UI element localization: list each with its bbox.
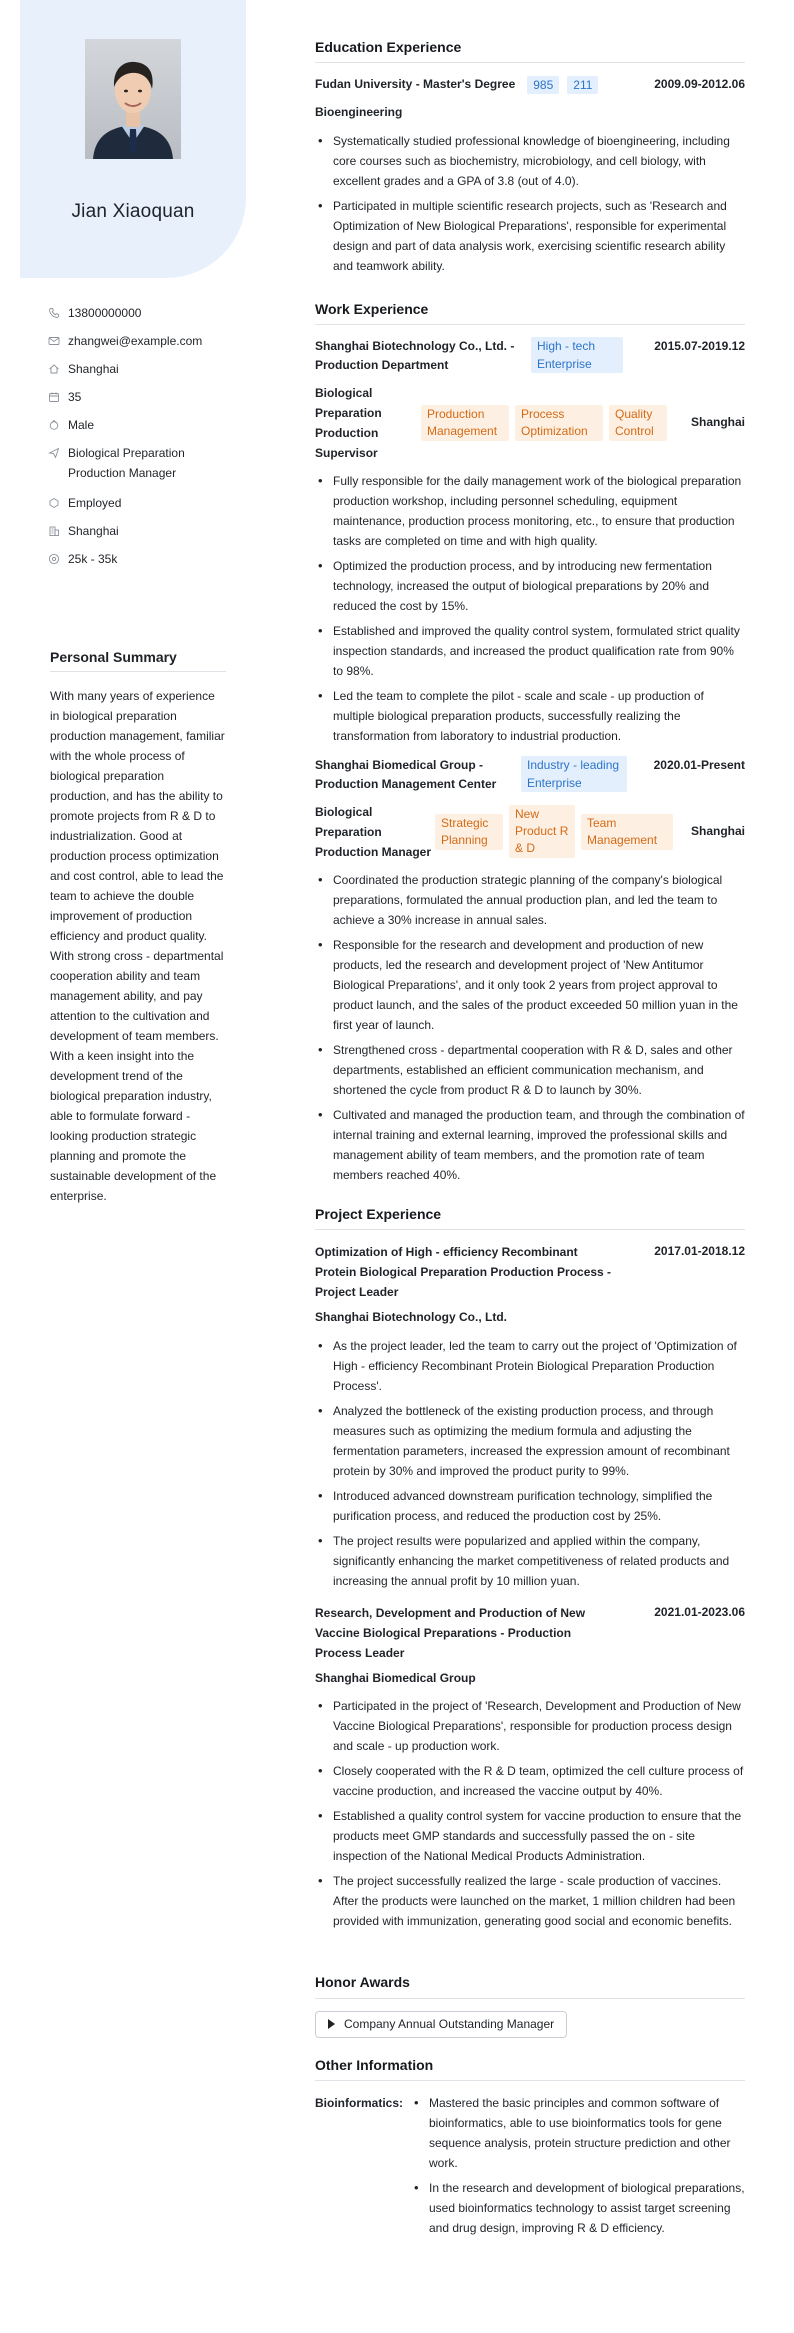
calendar-icon xyxy=(48,391,60,403)
list-item: • Systematically studied professional knowledge of bioengineering, including core courses such as biochemistry, microbiology, and cell biology, with excellent grades and a GPA of 3.8 (out of 4.0). xyxy=(315,131,745,191)
contact-text: Biological Preparation Production Manager xyxy=(68,446,185,480)
contact-text: 25k - 35k xyxy=(68,552,118,566)
list-item: • The project successfully realized the large - scale production of vaccines. After the products were launched on the market, 1 million children had been provided with immunization, generating good social and economic benefits. xyxy=(315,1871,745,1931)
project-name: Research, Development and Production of New Vaccine Biological Preparations - Production Process Leader xyxy=(315,1605,586,1660)
contact-age xyxy=(48,388,81,408)
job-role-row xyxy=(315,802,745,862)
contact-text: Shanghai xyxy=(68,524,119,538)
skill-tag: Production Management xyxy=(421,405,509,441)
education-date: 2009.09-2012.06 xyxy=(654,77,745,92)
education-title: Education Experience xyxy=(315,36,745,63)
other-label: Bioinformatics: xyxy=(315,2096,404,2111)
list-item: • Mastered the basic principles and common software of bioinformatics, able to use bioinformatics tools for gene sequence analysis, protein structure prediction and other work. xyxy=(411,2093,745,2173)
job-role: Biological Preparation Production Supervisor xyxy=(315,385,382,460)
project-title: Project Experience xyxy=(315,1203,745,1230)
gender-icon xyxy=(48,419,60,431)
list-item: • Strengthened cross - departmental cooperation with R & D, sales and other departments, established an efficient communication mechanism, and shortened the cycle from product R & D to launch by 30%. xyxy=(315,1040,745,1100)
project-name: Optimization of High - efficiency Recombinant Protein Biological Preparation Production Process - Project Leader xyxy=(315,1244,612,1299)
project-bullets xyxy=(315,1696,745,1931)
list-item: • Introduced advanced downstream purification technology, simplified the purification process, and reduced the production cost by 25%. xyxy=(315,1486,745,1526)
industry-tag: Industry - leading Enterprise xyxy=(521,756,627,792)
project-date: 2017.01-2018.12 xyxy=(654,1243,745,1258)
list-item: • Participated in the project of 'Research, Development and Production of New Vaccine Biological Preparations', responsible for production process design and scale - up production work. xyxy=(315,1696,745,1756)
list-item: • The project results were popularized and applied within the company, significantly enhancing the market competitiveness of related products and increasing the annual profit by 10 million yuan. xyxy=(315,1531,745,1591)
school-tag: 211 xyxy=(567,76,598,94)
contact-salary xyxy=(48,550,117,570)
skill-tag: Quality Control xyxy=(609,405,667,441)
list-item: • Fully responsible for the daily management work of the biological preparation production workshop, including personnel scheduling, equipment maintenance, production process monitoring, etc., to ensure that production tasks are completed on time and with high quality. xyxy=(315,471,745,551)
job-header xyxy=(315,756,745,794)
education-header xyxy=(315,75,745,95)
list-item: • Closely cooperated with the R & D team, optimized the cell culture process of vaccine production, and increased the vaccine output by 40%. xyxy=(315,1761,745,1801)
list-item: • Responsible for the research and development and production of new products, led the research and development project of 'New Antitumor Biological Preparations', and it only took 2 years from project approval to product launch, and the sales of the product exceeded 50 million yuan in the first year of launch. xyxy=(315,935,745,1035)
contact-email xyxy=(48,332,202,352)
list-item: • Established and improved the quality control system, formulated strict quality inspection standards, and increased the product qualification rate from 90% to 98%. xyxy=(315,621,745,681)
project-entry xyxy=(315,1603,745,1932)
personal-summary xyxy=(50,646,226,1206)
company-name: Shanghai Biotechnology Co., Ltd. - Production Department xyxy=(315,338,515,372)
job-city: Shanghai xyxy=(690,414,745,429)
company-name: Shanghai Biomedical Group - Production Management Center xyxy=(315,757,497,791)
education-section xyxy=(315,36,745,276)
home-icon xyxy=(48,363,60,375)
summary-text: With many years of experience in biological preparation production management, familiar with the whole process of biological preparation production, and has the ability to promote projects from R & D to industrialization. Good at production process optimization and cost control, able to lead the team to achieve the double improvement of production efficiency and product quality. With strong cross - departmental cooperation ability and team management ability, and pay attention to the cultivation and development of team members. With a keen insight into the development trend of the biological preparation industry, able to formulate forward - looking production strategic planning and promote the sustainable development of the enterprise. xyxy=(50,689,225,1204)
other-section xyxy=(315,2054,745,2243)
other-bullets xyxy=(411,2093,745,2243)
list-item: • Coordinated the production strategic planning of the company's biological preparations, formulated the annual production plan, and led the team to achieve a 30% increase in annual sales. xyxy=(315,870,745,930)
major: Bioengineering xyxy=(315,104,403,119)
building-icon xyxy=(48,525,60,537)
job-date: 2020.01-Present xyxy=(653,757,745,772)
project-date: 2021.01-2023.06 xyxy=(654,1604,745,1619)
contact-location xyxy=(48,360,119,380)
project-header xyxy=(315,1242,745,1302)
contact-gender xyxy=(48,416,94,436)
honor-item-toggle[interactable] xyxy=(315,2011,567,2039)
project-company: Shanghai Biotechnology Co., Ltd. xyxy=(315,1309,507,1324)
sidebar xyxy=(20,0,246,1204)
profile-name: Jian Xiaoquan xyxy=(71,201,195,222)
honor-item-label: Company Annual Outstanding Manager xyxy=(344,2016,555,2031)
contact-text: Employed xyxy=(68,496,122,510)
school-tag: 985 xyxy=(527,76,559,94)
mail-icon xyxy=(48,335,60,347)
contact-position xyxy=(48,444,218,484)
project-bullets xyxy=(315,1336,745,1591)
contact-phone xyxy=(48,304,141,324)
job-header xyxy=(315,337,745,375)
job-bullets xyxy=(315,471,745,746)
project-section xyxy=(315,1203,745,1932)
caret-right-icon xyxy=(328,2019,335,2029)
skill-tag: New Product R & D xyxy=(509,805,575,858)
list-item: • In the research and development of biological preparations, used bioinformatics technology to assist target screening and drug design, improving R & D efficiency. xyxy=(411,2178,745,2238)
job-entry xyxy=(315,337,745,746)
project-company: Shanghai Biomedical Group xyxy=(315,1670,476,1685)
project-header xyxy=(315,1603,745,1663)
job-date: 2015.07-2019.12 xyxy=(654,338,745,353)
status-icon xyxy=(48,497,60,509)
skill-tag: Team Management xyxy=(581,814,673,850)
skill-tag: Process Optimization xyxy=(515,405,603,441)
phone-icon xyxy=(48,307,60,319)
skill-tag: Strategic Planning xyxy=(435,814,503,850)
contact-text: Shanghai xyxy=(68,362,119,376)
contact-city xyxy=(48,522,119,542)
contact-text: 13800000000 xyxy=(68,306,142,320)
send-icon xyxy=(48,447,60,459)
school-name: Fudan University - Master's Degree xyxy=(315,77,516,92)
list-item: • Cultivated and managed the production team, and through the combination of internal training and external learning, improved the professional skills and management ability of team members, and the promotion rate of team members reached 40%. xyxy=(315,1105,745,1185)
profile-card xyxy=(20,0,246,278)
list-item: • Optimized the production process, and by introducing new fermentation technology, increased the output of biological preparations by 20% and reduced the cost by 15%. xyxy=(315,556,745,616)
job-entry xyxy=(315,756,745,1185)
work-section xyxy=(315,298,745,1185)
list-item: • Analyzed the bottleneck of the existing production process, and through measures such as optimizing the medium formula and adjusting the fermentation parameters, increased the expression amount of recombinant protein by 30% and improved the product purity to 99%. xyxy=(315,1401,745,1481)
main-content xyxy=(315,36,745,2243)
list-item: • Participated in multiple scientific research projects, such as 'Research and Optimization of New Biological Preparations', responsible for experimental design and part of data analysis work, exercising scientific research ability and teamwork ability. xyxy=(315,196,745,276)
project-entry xyxy=(315,1242,745,1591)
other-row xyxy=(315,2093,745,2243)
honor-title: Honor Awards xyxy=(315,1971,745,1998)
industry-tag: High - tech Enterprise xyxy=(531,337,623,373)
job-role: Biological Preparation Production Manager xyxy=(315,804,432,859)
list-item: • Established a quality control system for vaccine production to ensure that the products meet GMP standards and successfully passed the on - site inspection of the National Medical Products Administration. xyxy=(315,1806,745,1866)
job-role-row xyxy=(315,383,745,463)
job-city: Shanghai xyxy=(690,823,745,838)
contact-text: zhangwei@example.com xyxy=(68,334,203,348)
contact-text: Male xyxy=(68,418,95,432)
money-icon xyxy=(48,553,60,565)
other-title: Other Information xyxy=(315,2054,745,2081)
contact-text: 35 xyxy=(68,390,82,404)
honor-section xyxy=(315,1971,745,2038)
contact-status xyxy=(48,494,121,514)
work-title: Work Experience xyxy=(315,298,745,325)
list-item: • Led the team to complete the pilot - scale and scale - up production of multiple biological preparation products, successfully realizing the transformation from laboratory to industrial production. xyxy=(315,686,745,746)
portrait-photo xyxy=(85,39,181,159)
education-bullets xyxy=(315,131,745,276)
avatar xyxy=(85,39,181,159)
job-bullets xyxy=(315,870,745,1185)
summary-title: Personal Summary xyxy=(50,646,226,672)
list-item: • As the project leader, led the team to carry out the project of 'Optimization of High - efficiency Recombinant Protein Biological Preparation Production Process'. xyxy=(315,1336,745,1396)
